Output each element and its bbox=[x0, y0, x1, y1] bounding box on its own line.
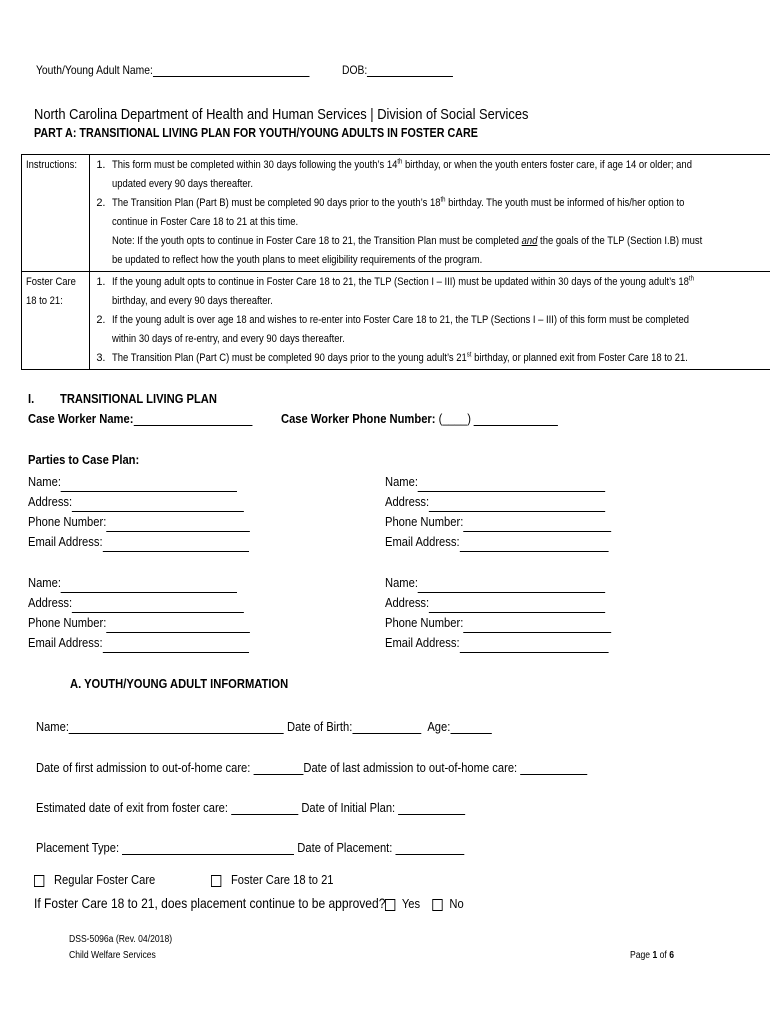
page-prefix: Page bbox=[630, 950, 653, 961]
first-admission-field[interactable] bbox=[253, 760, 303, 775]
date-of-birth-field[interactable] bbox=[352, 719, 421, 734]
instruction-text: The Transition Plan (Part B) must be completed 90 days prior to the youth’s 18 bbox=[112, 197, 441, 209]
party-email-label: Email Address: bbox=[28, 635, 103, 650]
party-name-field[interactable] bbox=[418, 578, 605, 593]
no-label: No bbox=[449, 896, 464, 911]
instruction-text: updated every 90 days thereafter. bbox=[112, 178, 254, 190]
yes-no-row bbox=[385, 896, 477, 911]
party-name-field[interactable] bbox=[61, 477, 237, 492]
youth-name-field[interactable] bbox=[153, 62, 310, 77]
foster-text: birthday, or planned exit from Foster Care 18 to 21. bbox=[471, 352, 689, 364]
superscript: th bbox=[689, 275, 695, 283]
instruction-item bbox=[94, 194, 770, 232]
date-of-placement-label: Date of Placement: bbox=[297, 840, 393, 855]
foster-care-18-21-checkbox[interactable] bbox=[211, 875, 221, 887]
party-name-label: Name: bbox=[28, 474, 61, 489]
case-worker-phone-row bbox=[281, 411, 603, 426]
last-admission-label: Date of last admission to out-of-home care: bbox=[303, 760, 518, 775]
party-address-field[interactable] bbox=[429, 598, 605, 613]
note-text: the goals of the TLP (Section I.B) must bbox=[537, 235, 703, 247]
total-pages: 6 bbox=[669, 950, 675, 961]
section-heading bbox=[28, 391, 248, 406]
age-label: Age: bbox=[427, 719, 451, 734]
party-phone-label: Phone Number: bbox=[28, 615, 107, 630]
note-text: Note: If the youth opts to continue in Foster Care 18 to 21, the Transition Plan must be completed bbox=[112, 235, 522, 247]
case-worker-phone-field[interactable] bbox=[474, 411, 558, 426]
section-a-title: A. YOUTH/YOUNG ADULT INFORMATION bbox=[70, 676, 289, 691]
instruction-note bbox=[94, 232, 770, 270]
page-mid: of bbox=[657, 950, 670, 961]
foster-text: If the young adult opts to continue in Foster Care 18 to 21, the TLP (Section I – III) must be updated within 30 days of the young adult’s 18 bbox=[112, 276, 690, 288]
no-checkbox[interactable] bbox=[433, 899, 443, 911]
form-id: DSS-5096a (Rev. 04/2018) bbox=[69, 934, 173, 945]
estimated-exit-field[interactable] bbox=[231, 800, 298, 815]
party-email-field[interactable] bbox=[103, 537, 249, 552]
initial-plan-label: Date of Initial Plan: bbox=[301, 800, 396, 815]
party-block bbox=[28, 573, 286, 653]
foster-content-cell bbox=[90, 272, 770, 370]
instructions-label-cell bbox=[22, 155, 90, 272]
age-field[interactable] bbox=[450, 719, 491, 734]
placement-question: If Foster Care 18 to 21, does placement continue to be approved? bbox=[34, 895, 386, 911]
instructions-row bbox=[22, 155, 770, 272]
youth-info-row-4 bbox=[36, 840, 534, 855]
foster-row bbox=[22, 272, 770, 370]
foster-text: The Transition Plan (Part C) must be completed 90 days prior to the young adult’s 21 bbox=[112, 352, 468, 364]
foster-number: 3. bbox=[96, 352, 106, 364]
section-number: I. bbox=[28, 391, 35, 406]
foster-label: 18 to 21: bbox=[26, 295, 63, 307]
note-emphasis: and bbox=[521, 235, 538, 247]
case-worker-phone-label: Case Worker Phone Number: bbox=[281, 411, 436, 426]
case-worker-name-field[interactable] bbox=[133, 411, 252, 426]
yes-checkbox[interactable] bbox=[385, 899, 395, 911]
instructions-content-cell bbox=[90, 155, 770, 272]
party-email-field[interactable] bbox=[103, 638, 249, 653]
phone-area-code[interactable]: (____) bbox=[438, 411, 471, 426]
party-address-label: Address: bbox=[28, 494, 73, 509]
party-block bbox=[28, 472, 286, 552]
instruction-item bbox=[94, 156, 770, 194]
first-admission-label: Date of first admission to out-of-home care: bbox=[36, 760, 251, 775]
party-phone-label: Phone Number: bbox=[385, 514, 464, 529]
care-type-row bbox=[34, 872, 175, 887]
foster-text: within 30 days of re-entry, and every 90 days thereafter. bbox=[112, 333, 346, 345]
instructions-label: Instructions: bbox=[26, 159, 78, 171]
dob-row bbox=[342, 62, 471, 77]
superscript: th bbox=[440, 196, 446, 204]
dob-label: DOB: bbox=[342, 63, 368, 77]
party-phone-field[interactable] bbox=[463, 618, 611, 633]
part-title: PART A: TRANSITIONAL LIVING PLAN FOR YOUTH/YOUNG ADULTS IN FOSTER CARE bbox=[34, 126, 478, 140]
party-block bbox=[385, 573, 648, 653]
date-of-placement-field[interactable] bbox=[396, 840, 465, 855]
instruction-number: 2. bbox=[96, 197, 106, 209]
foster-care-18-21-label: Foster Care 18 to 21 bbox=[230, 872, 334, 887]
instruction-text: birthday. The youth must be informed of his/her option to bbox=[445, 197, 685, 209]
party-name-field[interactable] bbox=[61, 578, 237, 593]
party-phone-field[interactable] bbox=[106, 618, 250, 633]
superscript: st bbox=[467, 351, 472, 359]
party-address-label: Address: bbox=[385, 494, 430, 509]
party-email-field[interactable] bbox=[460, 537, 609, 552]
date-of-birth-label: Date of Birth: bbox=[287, 719, 353, 734]
current-page: 1 bbox=[652, 950, 658, 961]
page-number bbox=[630, 950, 681, 961]
foster-number: 2. bbox=[96, 314, 106, 326]
instruction-text: This form must be completed within 30 days following the youth’s 14 bbox=[112, 159, 398, 171]
party-address-field[interactable] bbox=[72, 598, 244, 613]
party-email-field[interactable] bbox=[460, 638, 609, 653]
yes-label: Yes bbox=[401, 896, 421, 911]
youth-name-label: Youth/Young Adult Name: bbox=[36, 63, 153, 77]
party-phone-label: Phone Number: bbox=[385, 615, 464, 630]
foster-item bbox=[94, 349, 770, 368]
youth-info-row-3 bbox=[36, 800, 535, 815]
party-email-label: Email Address: bbox=[385, 534, 460, 549]
section-title: TRANSITIONAL LIVING PLAN bbox=[60, 391, 217, 406]
foster-item bbox=[94, 311, 770, 349]
initial-plan-field[interactable] bbox=[398, 800, 465, 815]
care-type-row-2 bbox=[211, 872, 353, 887]
party-phone-field[interactable] bbox=[106, 517, 250, 532]
placement-type-field[interactable] bbox=[122, 840, 294, 855]
foster-item bbox=[94, 273, 770, 311]
youth-name-row bbox=[36, 62, 354, 77]
foster-label-cell bbox=[22, 272, 90, 370]
last-admission-field[interactable] bbox=[520, 760, 587, 775]
department-name: Child Welfare Services bbox=[69, 950, 156, 961]
agency-title: North Carolina Department of Health and Human Services | Division of Social Services bbox=[34, 106, 529, 123]
case-worker-name-label: Case Worker Name: bbox=[28, 411, 134, 426]
instruction-text: continue in Foster Care 18 to 21 at this time. bbox=[112, 216, 299, 228]
foster-text: If the young adult is over age 18 and wishes to re-enter into Foster Care 18 to 21, the TLP (Sections I – III) of this form must be completed bbox=[112, 314, 690, 326]
instructions-table bbox=[21, 154, 770, 370]
party-address-label: Address: bbox=[28, 595, 73, 610]
party-name-label: Name: bbox=[28, 575, 61, 590]
regular-foster-care-label: Regular Foster Care bbox=[53, 872, 156, 887]
party-block bbox=[385, 472, 648, 552]
estimated-exit-label: Estimated date of exit from foster care: bbox=[36, 800, 229, 815]
party-address-field[interactable] bbox=[429, 497, 605, 512]
youth-info-name-field[interactable] bbox=[69, 719, 284, 734]
party-name-label: Name: bbox=[385, 575, 418, 590]
party-email-label: Email Address: bbox=[385, 635, 460, 650]
party-name-field[interactable] bbox=[418, 477, 605, 492]
foster-number: 1. bbox=[96, 276, 106, 288]
placement-question-row bbox=[34, 895, 443, 911]
party-address-field[interactable] bbox=[72, 497, 244, 512]
superscript: th bbox=[397, 158, 403, 166]
note-text: be updated to reflect how the youth plans to meet eligibility requirements of the program. bbox=[112, 254, 483, 266]
party-phone-label: Phone Number: bbox=[28, 514, 107, 529]
regular-foster-care-checkbox[interactable] bbox=[34, 875, 44, 887]
party-name-label: Name: bbox=[385, 474, 418, 489]
youth-info-row-1 bbox=[36, 719, 566, 734]
youth-name-label: Name: bbox=[36, 719, 69, 734]
case-worker-row bbox=[28, 411, 289, 426]
party-address-label: Address: bbox=[385, 595, 430, 610]
instruction-number: 1. bbox=[96, 159, 106, 171]
party-email-label: Email Address: bbox=[28, 534, 103, 549]
parties-title: Parties to Case Plan: bbox=[28, 452, 140, 467]
foster-label: Foster Care bbox=[26, 276, 76, 288]
instruction-text: birthday, or when the youth enters foster care, if age 14 or older; and bbox=[402, 159, 693, 171]
party-phone-field[interactable] bbox=[463, 517, 611, 532]
dob-field[interactable] bbox=[367, 62, 453, 77]
youth-info-row-2 bbox=[36, 760, 677, 775]
foster-text: birthday, and every 90 days thereafter. bbox=[112, 295, 274, 307]
placement-type-label: Placement Type: bbox=[36, 840, 120, 855]
